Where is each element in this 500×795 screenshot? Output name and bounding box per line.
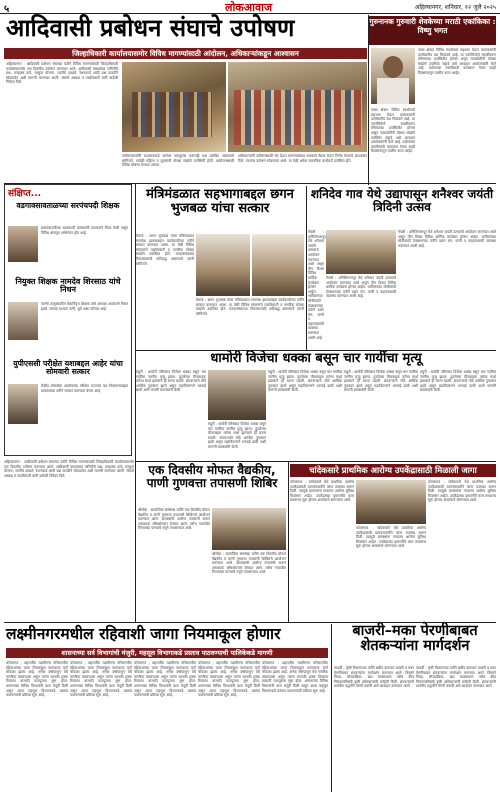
right-top-photo: [371, 48, 415, 104]
sankshipt-heading: संक्षिप्त...: [8, 189, 42, 199]
shani-title: शनिदेव गाव येथे उद्यापासून शनैश्वर जयंती त्रिदिनी उत्सव: [310, 187, 494, 214]
lead-subtitle: जिल्हाधिकारी कार्यालयासमोर विविध मागण्यांसाठी आंदोलन, अधिकाऱ्यांकडून आश्वासन: [4, 48, 367, 59]
shibir-photo: [212, 508, 286, 550]
masthead-logo: लोकआवाज: [225, 1, 273, 14]
laxmi-body-col3: कोपरगाव : शहरातील लक्ष्मीनगर परिसरातील रहिवाशांच्या जागा नियमाकूल करण्याचा मार्ग मोकळा झाला आहे. अनेक वर्षांपासून येथे नागरिक वास्तव्यास असून त्यांना मालकी हक्क मिळावा यासाठी पाठपुरावा सुरू होता. शासनाच्या विविध विभागांनी यास मंजुरी दिली असून आता महसूल विभागाकडे प्रस्ताव पाठवण्याची प्रक्रिया सुरू आहे.: [134, 661, 196, 698]
sankshipt-item-3-title: युपीएससी परीक्षेत यशाबद्दल आहेर यांचा सोमवारी सत्कार: [13, 359, 123, 376]
page-number: ५: [4, 4, 10, 15]
page-header: [0, 0, 500, 14]
laxmi-body-col1: कोपरगाव : शहरातील लक्ष्मीनगर परिसरातील रहिवाशांच्या जागा नियमाकूल करण्याचा मार्ग मोकळा झाला आहे. अनेक वर्षांपासून येथे नागरिक वास्तव्यास असून त्यांना मालकी हक्क मिळावा यासाठी पाठपुरावा सुरू होता. शासनाच्या विविध विभागांनी यास मंजुरी दिली असून आता महसूल विभागाकडे प्रस्ताव पाठवण्याची प्रक्रिया सुरू आहे.: [6, 661, 68, 698]
mantrimandal-body-col1: येवला : छगन भुजबळ यांचा मंत्रिमंडळात समावेश झाल्याबद्दल कार्यकर्त्यांच्या वतीने सत्कार करण्यात आला. या वेळी विविध संघटनांचे पदाधिकारी व नागरिक मोठ्या संख्येने उपस्थित होते. मतदारसंघाच्या विकासासाठी कटिबद्ध असल्याचे त्यांनी सांगितले.: [136, 234, 194, 266]
chandekasare-title: चांदेकसारे प्राथमिक आरोग्य उपकेंद्रासाठी मिळाली जागा: [290, 464, 496, 477]
sankshipt-item-3-text: केंद्रीय लोकसेवा आयोगाच्या परीक्षेत उज्ज्वल यश मिळवल्याबद्दल ग्रामस्थांच्या वतीने सत्कार करण्यात येणार आहे.: [41, 384, 128, 393]
sankshipt-item-1-text: ग्रामपंचायतीच्या सदस्यपदी ग्रामस्थांनी एकमताने निवड केली असून विविध क्षेत्रातून अभिनंदन होत आहे.: [41, 226, 128, 235]
right-top-body-2: नाट्य क्षेत्रात विविध स्पर्धांमध्ये सहभाग घेऊन कलाकारांनी उल्लेखनीय यश मिळवले आहे. या एकांकिकेचे सादरीकरण रसिकांच्या उपस्थितीत होणार असून नाट्यप्रेमींनी मोठ्या संख्येने उपस्थित राहावे असे आवाहन आयोजकांनी केले आहे. प्रयोगाच्या तयारीसाठी कलाकार गेल्या काही दिवसांपासून तालीम करत आहेत.: [371, 108, 415, 154]
horizontal-rule: [136, 461, 496, 462]
shibir-title: एक दिवसीय मोफत वैद्यकीय, पाणी गुणवत्ता तपासणी शिबिर: [146, 463, 278, 490]
laxmi-body-col2: कोपरगाव : शहरातील लक्ष्मीनगर परिसरातील रहिवाशांच्या जागा नियमाकूल करण्याचा मार्ग मोकळा झाला आहे. अनेक वर्षांपासून येथे नागरिक वास्तव्यास असून त्यांना मालकी हक्क मिळावा यासाठी पाठपुरावा सुरू होता. शासनाच्या विविध विभागांनी यास मंजुरी दिली असून आता महसूल विभागाकडे प्रस्ताव पाठवण्याची प्रक्रिया सुरू आहे.: [70, 661, 132, 698]
bajri-title: बाजरी–मका पेरणीबाबत शेतकऱ्यांना मार्गदर्शन: [352, 623, 478, 655]
right-top-title: गुरुनानक गुरुवारी शेवकेच्या मराठी एकांकिका : विष्णु भगत: [369, 16, 496, 45]
bajri-body-col2: पाथर्डी : कृषी विभागाच्या वतीने खरीप हंगामात बाजरी व मका पेरणीबाबत शेतकऱ्यांना मार्गदर्शन करण्यात आले. बियाणे निवड, बीजप्रक्रिया, खत व्यवस्थापन तसेच कीड नियंत्रणाविषयी कृषी अधिकाऱ्यांनी माहिती दिली. शेतकऱ्यांनी शास्त्रीय पद्धतीने पेरणी करावी असे आवाहन करण्यात आले.: [416, 666, 496, 689]
dhamori-body-col2: राहुरी : धामोरी परिसरात विजेचा धक्का बसून चार गायींचा जागीच मृत्यू झाला. तुटलेल्या वीजवाहक तारेचा स्पर्श झाल्याने ही घटना घडली. शेतकऱ्याचे मोठे आर्थिक नुकसान झाले असून महावितरणने भरपाई द्यावी अशी मागणी ग्रामस्थांनी केली.: [208, 422, 266, 449]
sankshipt-item-1-photo: [8, 226, 38, 262]
chandekasare-photo: [356, 480, 426, 524]
column-rule: [368, 15, 369, 185]
lead-body-col1: अहिल्यानगर : आदिवासी प्रबोधन संघाच्या वतीने विविध मागण्यांसाठी जिल्हाधिकारी कार्यालयासमोर एक दिवसीय उपोषण करण्यात आले. आदिवासी बांधवांच्या जमिनीचे प्रश्न, वनहक्क दावे, घरकुल योजना, जातीचे दाखले, रेशनकार्ड आदी प्रश्न तातडीने सोडवावेत अशी मागणी करण्यात आली. संघाचे अध्यक्ष व पदाधिकारी यांनी यावेळी निवेदन दिले.: [6, 62, 118, 85]
horizontal-rule: [4, 622, 496, 623]
mantrimandal-photo-2: [252, 234, 304, 296]
chandekasare-body-col1: कोपरगाव : चांदेकसारे येथे प्राथमिक आरोग्य उपकेंद्रासाठी ग्रामपंचायतीने जागा उपलब्ध करून दिली. त्यामुळे ग्रामस्थांना गावातच आरोग्य सुविधा मिळणार आहेत. उपकेंद्राच्या इमारतीचे काम लवकरच सुरू होणार असल्याचे सांगण्यात आले.: [290, 480, 354, 503]
dhamori-body-col1: राहुरी : धामोरी परिसरात विजेचा धक्का बसून चार गायींचा जागीच मृत्यू झाला. तुटलेल्या वीजवाहक तारेचा स्पर्श झाल्याने ही घटना घडली. शेतकऱ्याचे मोठे आर्थिक नुकसान झाले असून महावितरणने भरपाई द्यावी अशी मागणी ग्रामस्थांनी केली.: [136, 370, 206, 393]
shibir-body-col2: श्रीगोंदा : सामाजिक संस्थेच्या वतीने एक दिवसीय मोफत वैद्यकीय व पाणी गुणवत्ता तपासणी शिबिराचे आयोजन करण्यात आले. ग्रामस्थांची आरोग्य तपासणी करून आवश्यक औषधोपचार देण्यात आले. तसेच गावातील पिण्याच्या पाण्याचे नमुने तपासण्यात आले.: [212, 552, 286, 575]
issue-date: अहिल्यानगर, शनिवार, १२ जुलै २०२५: [414, 4, 496, 11]
laxmi-title: लक्ष्मीनगरमधील रहिवाशी जागा नियमाकूल होणार: [6, 625, 281, 643]
mantrimandal-photo-1: [196, 234, 250, 296]
lead-title: आदिवासी प्रबोधन संघाचे उपोषण: [6, 14, 295, 42]
horizontal-rule: [136, 350, 496, 351]
sankshipt-item-2-title: नियुक्त शिक्षक नामदेव शिरसाठ यांचे निधन: [15, 277, 121, 295]
sankshipt-item-1-title: वडगावसावताळच्या सरपंचपदी शिक्षक: [16, 201, 120, 210]
column-rule: [288, 462, 289, 622]
sankshipt-item-2-text: पारनेर तालुक्यातील सेवानिवृत्त शिक्षक यांचे अल्पशा आजाराने निधन झाले. त्यांच्या पश्चात पत्नी, मुले असा परिवार आहे.: [41, 302, 128, 311]
bajri-body-col1: पाथर्डी : कृषी विभागाच्या वतीने खरीप हंगामात बाजरी व मका पेरणीबाबत शेतकऱ्यांना मार्गदर्शन करण्यात आले. बियाणे निवड, बीजप्रक्रिया, खत व्यवस्थापन तसेच कीड नियंत्रणाविषयी कृषी अधिकाऱ्यांनी माहिती दिली. शेतकऱ्यांनी शास्त्रीय पद्धतीने पेरणी करावी असे आवाहन करण्यात आले.: [334, 666, 414, 689]
shani-body-col1: नेवासे : शनिशिंगणापूर येथे शनैश्वर जयंती उत्सवाचे आयोजन करण्यात आले असून तीन दिवस विविध धार्मिक कार्यक्रम होणार आहेत. भाविकांच्या सोयीसाठी देवस्थानच्या वतीने दर्शन रांग, पाणी व वाहनतळाची व्यवस्था करण्यात आली आहे.: [326, 276, 396, 299]
laxmi-subtitle: शासनाच्या सर्व विभागांची मंजुरी, महसूल विभागाकडे प्रस्ताव पाठवण्याची पालिकेकडे मागणी: [6, 648, 328, 658]
horizontal-rule: [4, 183, 496, 184]
laxmi-body-col5: कोपरगाव : शहरातील लक्ष्मीनगर परिसरातील रहिवाशांच्या जागा नियमाकूल करण्याचा मार्ग मोकळा झाला आहे. अनेक वर्षांपासून येथे नागरिक वास्तव्यास असून त्यांना मालकी हक्क मिळावा यासाठी पाठपुरावा सुरू होता. शासनाच्या विविध विभागांनी यास मंजुरी दिली असून आता महसूल विभागाकडे प्रस्ताव पाठवण्याची प्रक्रिया सुरू आहे.: [262, 661, 328, 693]
dhamori-body-col3: राहुरी : धामोरी परिसरात विजेचा धक्का बसून चार गायींचा जागीच मृत्यू झाला. तुटलेल्या वीजवाहक तारेचा स्पर्श झाल्याने ही घटना घडली. शेतकऱ्याचे मोठे आर्थिक नुकसान झाले असून महावितरणने भरपाई द्यावी अशी मागणी ग्रामस्थांनी केली.: [268, 370, 343, 393]
right-top-body: नाट्य क्षेत्रात विविध स्पर्धांमध्ये सहभाग घेऊन कलाकारांनी उल्लेखनीय यश मिळवले आहे. या एकांकिकेचे सादरीकरण रसिकांच्या उपस्थितीत होणार असून नाट्यप्रेमींनी मोठ्या संख्येने उपस्थित राहावे असे आवाहन आयोजकांनी केले आहे. प्रयोगाच्या तयारीसाठी कलाकार गेल्या काही दिवसांपासून तालीम करत आहेत.: [418, 48, 496, 75]
column-rule: [331, 624, 332, 792]
dhamori-photo: [208, 370, 266, 420]
lead-body-col3: अधिकाऱ्यांनी उपोषणस्थळी भेट देऊन मागण्यांबाबत लवकरच बैठक घेऊन निर्णय घेण्याचे आश्वासन दिले. त्यानंतर उपोषण सोडण्यात आले. या वेळी अनेक सामाजिक कार्यकर्ते उपस्थित होते.: [238, 154, 367, 163]
lead-photo-1: [122, 62, 226, 152]
left-column-continued-text: अहिल्यानगर : आदिवासी प्रबोधन संघाच्या वतीने विविध मागण्यांसाठी जिल्हाधिकारी कार्यालयासमोर एक दिवसीय उपोषण करण्यात आले. आदिवासी बांधवांच्या जमिनीचे प्रश्न, वनहक्क दावे, घरकुल योजना, जातीचे दाखले, रेशनकार्ड आदी प्रश्न तातडीने सोडवावेत अशी मागणी करण्यात आली. संघाचे अध्यक्ष व पदाधिकारी यांनी यावेळी निवेदन दिले.: [4, 460, 134, 478]
laxmi-body-col4: कोपरगाव : शहरातील लक्ष्मीनगर परिसरातील रहिवाशांच्या जागा नियमाकूल करण्याचा मार्ग मोकळा झाला आहे. अनेक वर्षांपासून येथे नागरिक वास्तव्यास असून त्यांना मालकी हक्क मिळावा यासाठी पाठपुरावा सुरू होता. शासनाच्या विविध विभागांनी यास मंजुरी दिली असून आता महसूल विभागाकडे प्रस्ताव पाठवण्याची प्रक्रिया सुरू आहे.: [198, 661, 260, 698]
dhamori-title: धामोरी विजेचा धक्का बसून चार गायींचा मृत्यू: [210, 351, 422, 366]
lead-body-col2: उपोषणकर्त्यांनी प्रशासनाकडे वारंवार पाठपुरावा करूनही प्रश्न प्रलंबित असल्याचे सांगितले. यावेळी महिला व युवकांची मोठ्या संख्येने उपस्थिती होती. आंदोलनस्थळी विविध घोषणा देण्यात आल्या.: [122, 154, 234, 168]
shibir-body-col1: श्रीगोंदा : सामाजिक संस्थेच्या वतीने एक दिवसीय मोफत वैद्यकीय व पाणी गुणवत्ता तपासणी शिबिराचे आयोजन करण्यात आले. ग्रामस्थांची आरोग्य तपासणी करून आवश्यक औषधोपचार देण्यात आले. तसेच गावातील पिण्याच्या पाण्याचे नमुने तपासण्यात आले.: [138, 508, 210, 531]
dhamori-body-col5: राहुरी : धामोरी परिसरात विजेचा धक्का बसून चार गायींचा जागीच मृत्यू झाला. तुटलेल्या वीजवाहक तारेचा स्पर्श झाल्याने ही घटना घडली. शेतकऱ्याचे मोठे आर्थिक नुकसान झाले असून महावितरणने भरपाई द्यावी अशी मागणी ग्रामस्थांनी केली.: [420, 370, 496, 393]
chandekasare-body-col2: कोपरगाव : चांदेकसारे येथे प्राथमिक आरोग्य उपकेंद्रासाठी ग्रामपंचायतीने जागा उपलब्ध करून दिली. त्यामुळे ग्रामस्थांना गावातच आरोग्य सुविधा मिळणार आहेत. उपकेंद्राच्या इमारतीचे काम लवकरच सुरू होणार असल्याचे सांगण्यात आले.: [356, 526, 426, 549]
chandekasare-body-col3: कोपरगाव : चांदेकसारे येथे प्राथमिक आरोग्य उपकेंद्रासाठी ग्रामपंचायतीने जागा उपलब्ध करून दिली. त्यामुळे ग्रामस्थांना गावातच आरोग्य सुविधा मिळणार आहेत. उपकेंद्राच्या इमारतीचे काम लवकरच सुरू होणार असल्याचे सांगण्यात आले.: [428, 480, 496, 503]
shani-body-col0: नेवासे : शनिशिंगणापूर येथे शनैश्वर जयंती उत्सवाचे आयोजन करण्यात आले असून तीन दिवस विविध धार्मिक कार्यक्रम होणार आहेत. भाविकांच्या सोयीसाठी देवस्थानच्या वतीने दर्शन रांग, पाणी व वाहनतळाची व्यवस्था करण्यात आली आहे.: [308, 230, 326, 340]
mantrimandal-body-col2: येवला : छगन भुजबळ यांचा मंत्रिमंडळात समावेश झाल्याबद्दल कार्यकर्त्यांच्या वतीने सत्कार करण्यात आला. या वेळी विविध संघटनांचे पदाधिकारी व नागरिक मोठ्या संख्येने उपस्थित होते. मतदारसंघाच्या विकासासाठी कटिबद्ध असल्याचे त्यांनी सांगितले.: [196, 298, 304, 316]
sankshipt-item-3-photo: [8, 384, 38, 424]
column-rule: [306, 186, 307, 350]
column-rule: [135, 184, 136, 622]
mantrimandal-title: मंत्रिमंडळात सहभागाबद्दल छगन भुजबळ यांचा सत्कार: [146, 187, 294, 216]
sankshipt-item-2-photo: [8, 302, 38, 340]
dhamori-body-col4: राहुरी : धामोरी परिसरात विजेचा धक्का बसून चार गायींचा जागीच मृत्यू झाला. तुटलेल्या वीजवाहक तारेचा स्पर्श झाल्याने ही घटना घडली. शेतकऱ्याचे मोठे आर्थिक नुकसान झाले असून महावितरणने भरपाई द्यावी अशी मागणी ग्रामस्थांनी केली.: [344, 370, 419, 393]
shani-body-col2: नेवासे : शनिशिंगणापूर येथे शनैश्वर जयंती उत्सवाचे आयोजन करण्यात आले असून तीन दिवस विविध धार्मिक कार्यक्रम होणार आहेत. भाविकांच्या सोयीसाठी देवस्थानच्या वतीने दर्शन रांग, पाणी व वाहनतळाची व्यवस्था करण्यात आली आहे.: [398, 230, 496, 248]
lead-photo-2: [228, 62, 367, 152]
shani-photo: [326, 230, 396, 274]
